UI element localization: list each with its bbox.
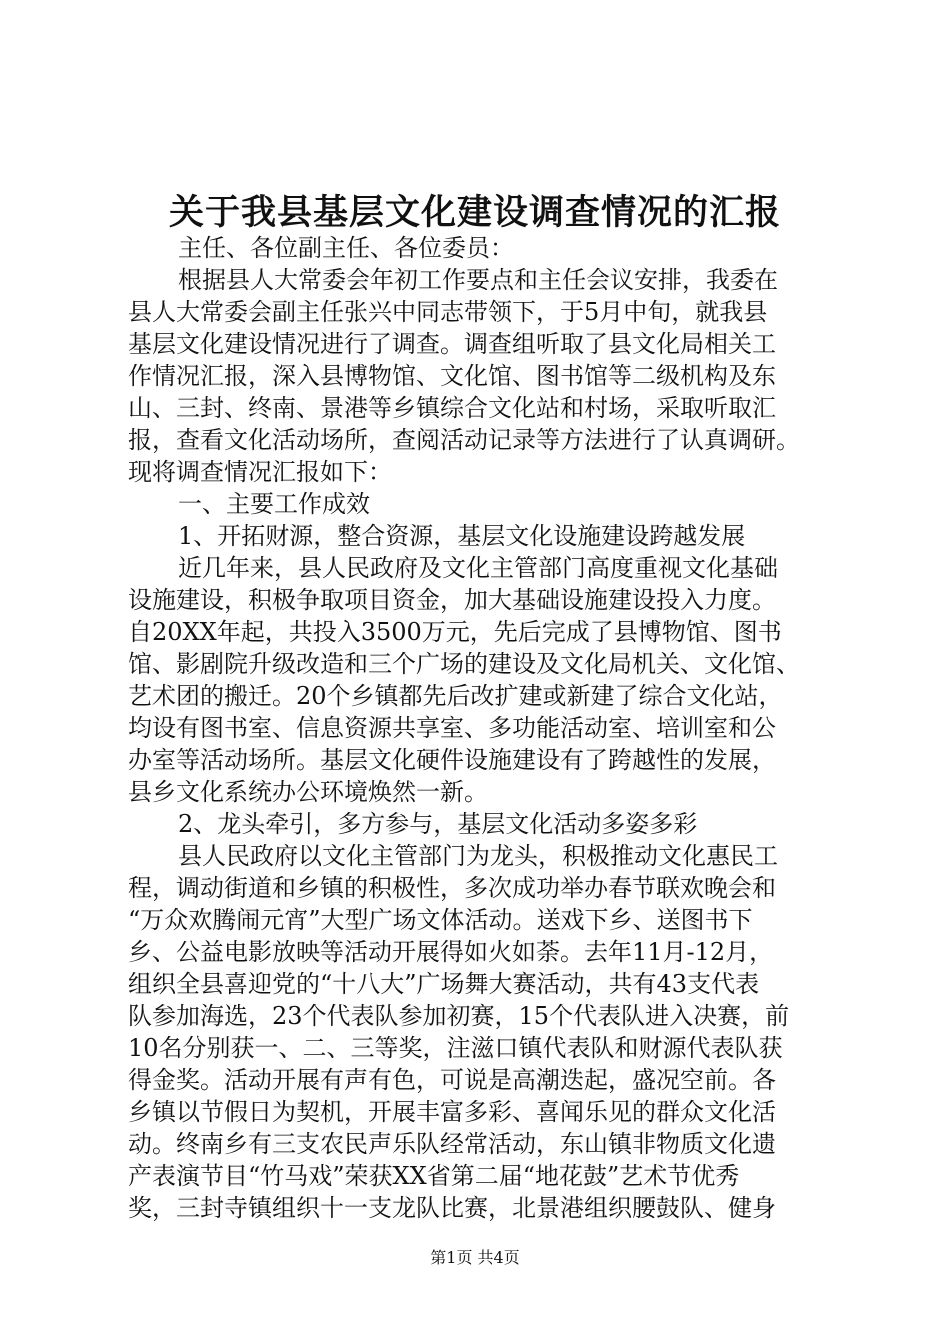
- paragraph-line: 报，查看文化活动场所，查阅活动记录等方法进行了认真调研。: [128, 426, 800, 454]
- paragraph-line: 馆、影剧院升级改造和三个广场的建设及文化局机关、文化馆、: [128, 650, 800, 678]
- page-number-footer: 第1页 共4页: [430, 1248, 520, 1267]
- paragraph-line: 山、三封、终南、景港等乡镇综合文化站和村场，采取听取汇: [128, 394, 776, 422]
- paragraph-line: 根据县人大常委会年初工作要点和主任会议安排，我委在: [178, 266, 778, 294]
- paragraph-line: “万众欢腾闹元宵”大型广场文体活动。送戏下乡、送图书下: [128, 906, 753, 934]
- document-title: 关于我县基层文化建设调查情况的汇报: [168, 192, 781, 233]
- paragraph-line: 自20XX年起，共投入3500万元，先后完成了县博物馆、图书: [128, 618, 782, 646]
- paragraph-line: 县乡文化系统办公环境焕然一新。: [128, 778, 488, 806]
- paragraph-line: 得金奖。活动开展有声有色，可说是高潮迭起，盛况空前。各: [128, 1066, 776, 1094]
- salutation-line: 主任、各位副主任、各位委员：: [178, 234, 514, 262]
- paragraph-line: 均设有图书室、信息资源共享室、多功能活动室、培训室和公: [128, 714, 776, 742]
- paragraph-line: 现将调查情况汇报如下：: [128, 458, 392, 486]
- paragraph-line: 10名分别获一、二、三等奖，注滋口镇代表队和财源代表队获: [128, 1034, 783, 1062]
- paragraph-line: 艺术团的搬迁。20个乡镇都先后改扩建或新建了综合文化站，: [128, 682, 783, 710]
- paragraph-line: 县人大常委会副主任张兴中同志带领下，于5月中旬，就我县: [128, 298, 768, 326]
- paragraph-line: 设施建设，积极争取项目资金，加大基础设施建设投入力度。: [128, 586, 776, 614]
- subsection-heading: 2、龙头牵引，多方参与，基层文化活动多姿多彩: [178, 810, 698, 838]
- paragraph-line: 产表演节目“竹马戏”荣获XX省第二届“地花鼓”艺术节优秀: [128, 1162, 740, 1190]
- subsection-heading: 1、开拓财源，整合资源，基层文化设施建设跨越发展: [178, 522, 746, 550]
- paragraph-line: 基层文化建设情况进行了调查。调查组听取了县文化局相关工: [128, 330, 776, 358]
- paragraph-line: 奖，三封寺镇组织十一支龙队比赛，北景港组织腰鼓队、健身: [128, 1194, 776, 1222]
- paragraph-line: 组织全县喜迎党的“十八大”广场舞大赛活动，共有43支代表: [128, 970, 760, 998]
- paragraph-line: 动。终南乡有三支农民声乐队经常活动，东山镇非物质文化遗: [128, 1130, 776, 1158]
- paragraph-line: 作情况汇报，深入县博物馆、文化馆、图书馆等二级机构及东: [128, 362, 776, 390]
- paragraph-line: 办室等活动场所。基层文化硬件设施建设有了跨越性的发展，: [128, 746, 776, 774]
- paragraph-line: 程，调动街道和乡镇的积极性，多次成功举办春节联欢晚会和: [128, 874, 776, 902]
- paragraph-line: 队参加海选，23个代表队参加初赛，15个代表队进入决赛，前: [128, 1002, 790, 1030]
- paragraph-line: 乡镇以节假日为契机，开展丰富多彩、喜闻乐见的群众文化活: [128, 1098, 776, 1126]
- paragraph-line: 乡、公益电影放映等活动开展得如火如荼。去年11月-12月，: [128, 938, 774, 966]
- paragraph-line: 县人民政府以文化主管部门为龙头，积极推动文化惠民工: [178, 842, 778, 870]
- section-heading: 一、主要工作成效: [178, 490, 370, 518]
- paragraph-line: 近几年来，县人民政府及文化主管部门高度重视文化基础: [178, 554, 778, 582]
- document-body: [128, 232, 848, 1224]
